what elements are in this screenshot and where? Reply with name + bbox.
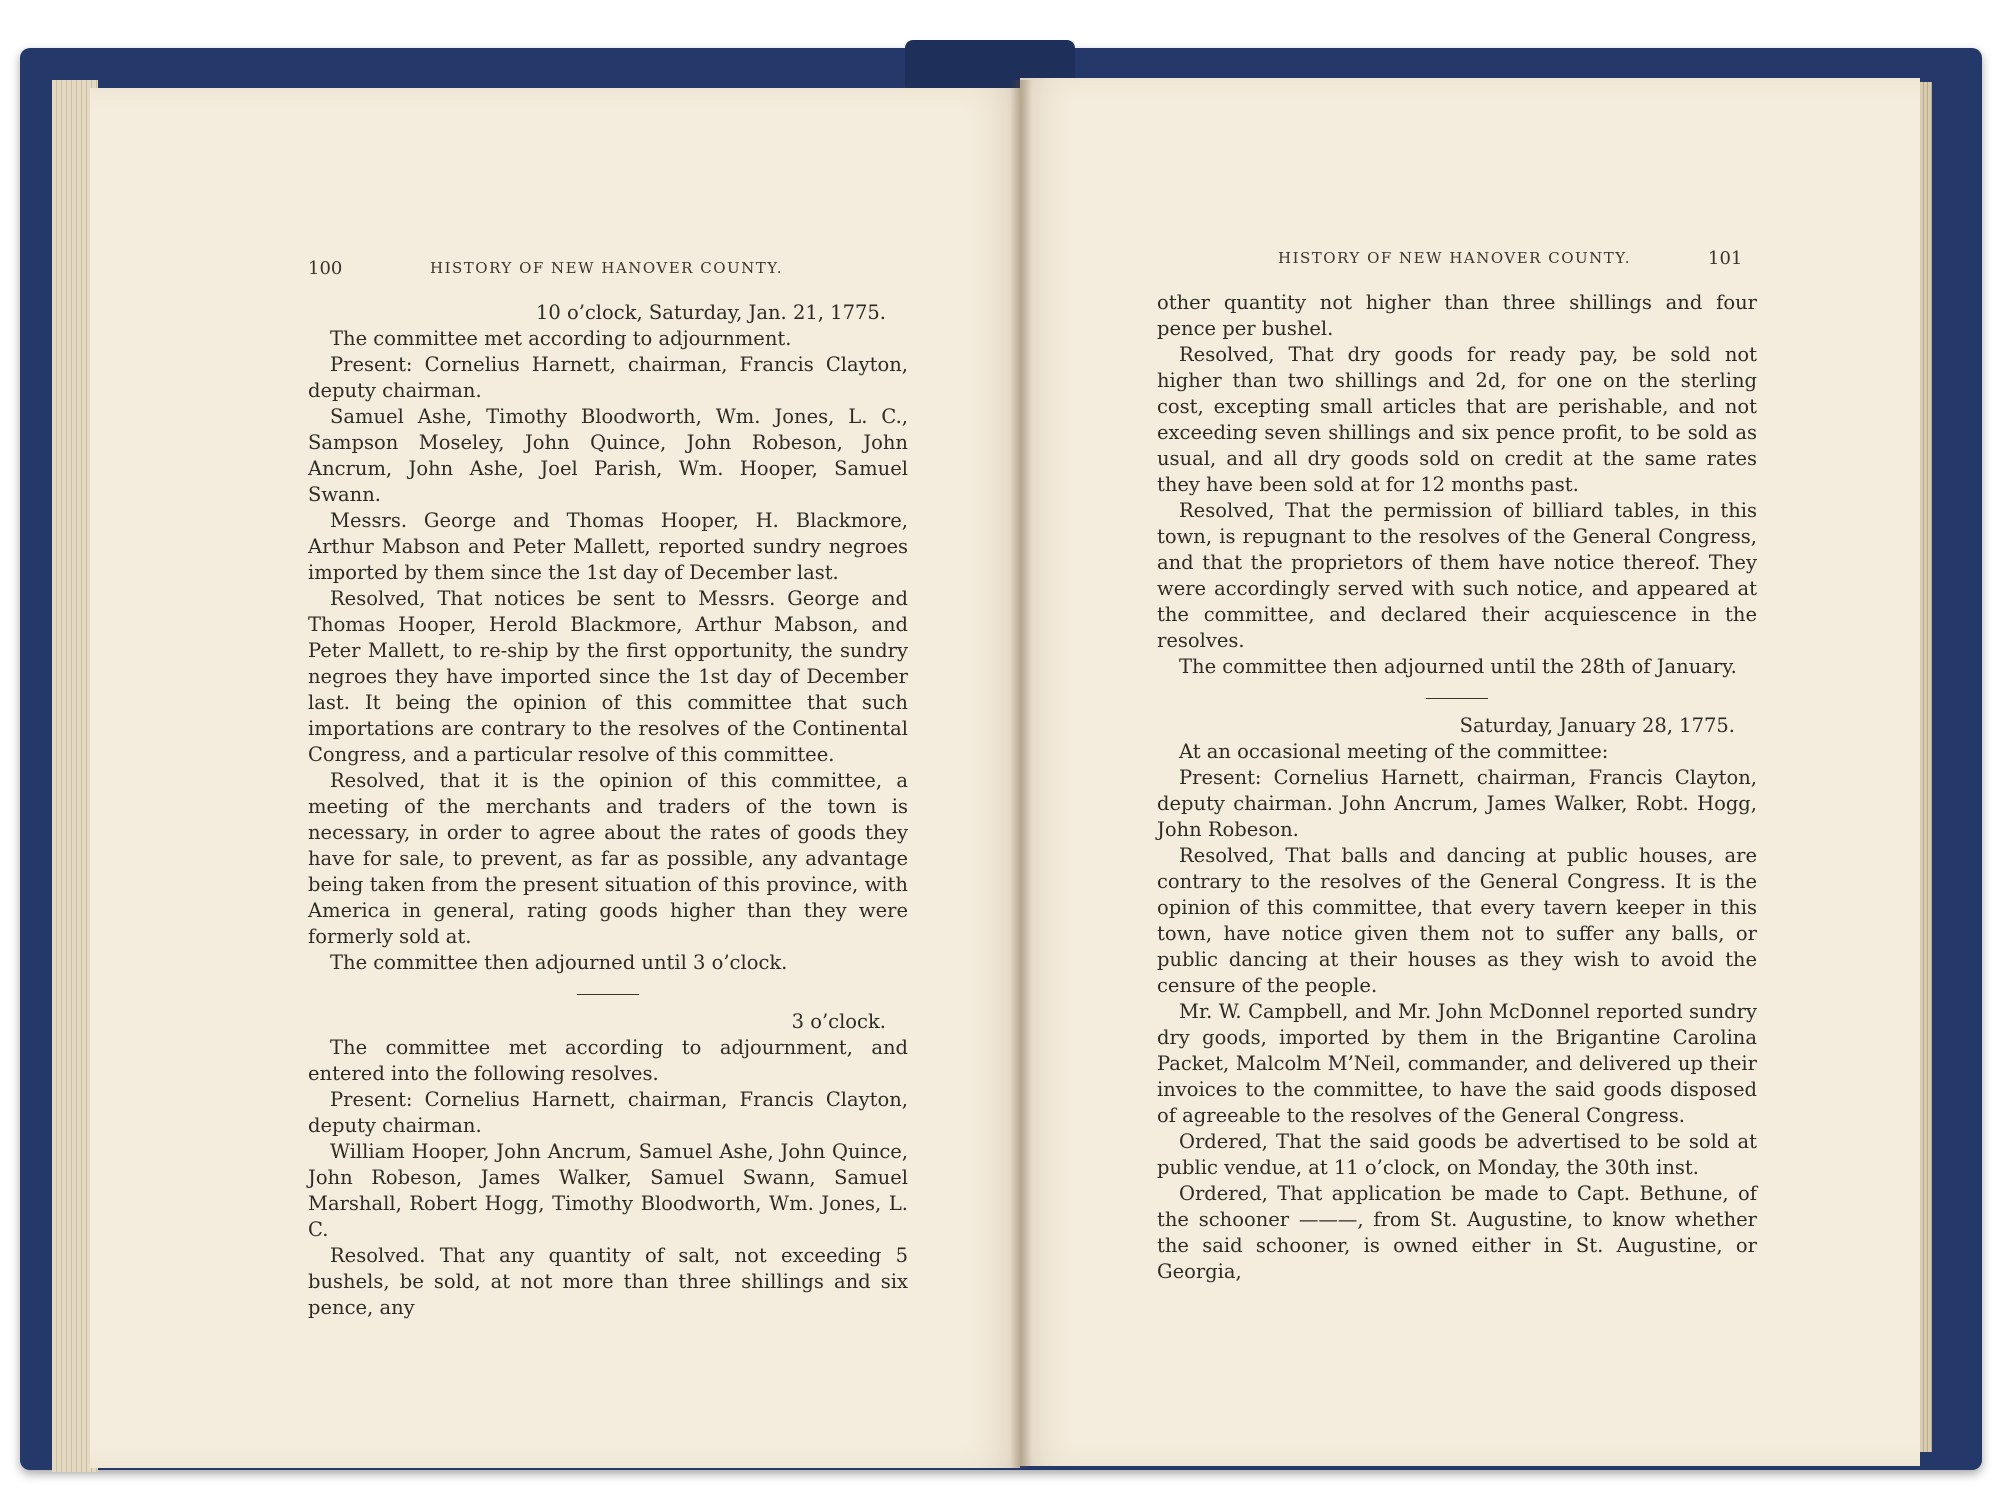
continuation-paragraph: other quantity not higher than three shillings and four pence per bushel. <box>1157 291 1757 340</box>
paragraph: Ordered, That the said goods be advertised to be sold at public vendue, at 11 o’clock, on Monday, the 30th inst. <box>1157 1130 1757 1179</box>
left-page <box>90 88 1020 1468</box>
paragraph: The committee then adjourned until the 28th of January. <box>1179 655 1737 678</box>
paragraph: William Hooper, John Ancrum, Samuel Ashe, John Quince, John Robeson, James Walker, Samuel Swann, Samuel Marshall, Robert Hogg, Timothy Bloodworth, Wm. Jones, L. C. <box>308 1140 908 1241</box>
paragraph: Resolved, That dry goods for ready pay, be sold not higher than two shillings and 2d, for one on the sterling cost, excepting small articles that are perishable, and not exceeding seven shillings and six pence profit, to be sold as usual, and all dry goods sold on credit at the same rates they have been sold at for 12 months past. <box>1157 343 1757 496</box>
paragraph: At an occasional meeting of the committee: <box>1179 740 1609 763</box>
section-heading: 10 o’clock, Saturday, Jan. 21, 1775. <box>535 301 886 324</box>
paragraph: Resolved, That balls and dancing at public houses, are contrary to the resolves of the General Congress. It is the opinion of this committee, that every tavern keeper in this town, have notice given them not to suffer any balls, or public dancing at their houses as they wish to avoid the censure of the people. <box>1157 844 1757 997</box>
left-text-column <box>308 300 908 1321</box>
section-heading: Saturday, January 28, 1775. <box>1459 714 1735 737</box>
paragraph: Resolved, That notices be sent to Messrs. George and Thomas Hooper, Herold Blackmore, Arthur Mabson, and Peter Mallett, to re-ship by the first opportunity, the sundry negroes they have imported since the 1st day of December last. It being the opinion of this committee that such importations are contrary to the resolves of the Continental Congress, and a particular resolve of this committee. <box>308 587 908 766</box>
paragraph: Resolved, That the permission of billiard tables, in this town, is repugnant to the resolves of the General Congress, and that the proprietors of them have notice thereof. They were accordingly served with such notice, and appeared at the committee, and declared their acquiescence in the resolves. <box>1157 499 1757 652</box>
section-divider <box>1426 698 1488 699</box>
right-page <box>1020 78 1920 1466</box>
paragraph: Present: Cornelius Harnett, chairman, Francis Clayton, deputy chairman. <box>308 1088 908 1137</box>
page-number: 101 <box>1708 248 1743 269</box>
paragraph: Ordered, That application be made to Capt. Bethune, of the schooner ———, from St. Augustine, to know whether the said schooner, is owned either in St. Augustine, or Georgia, <box>1157 1182 1757 1283</box>
paragraph: Samuel Ashe, Timothy Bloodworth, Wm. Jones, L. C., Sampson Moseley, John Quince, John Robeson, John Ancrum, John Ashe, Joel Parish, Wm. Hooper, Samuel Swann. <box>308 405 908 506</box>
section-heading: 3 o’clock. <box>791 1010 886 1033</box>
paragraph: Messrs. George and Thomas Hooper, H. Blackmore, Arthur Mabson and Peter Mallett, reported sundry negroes imported by them since the 1st day of December last. <box>308 509 908 584</box>
page-number: 100 <box>308 258 343 279</box>
paragraph: Present: Cornelius Harnett, chairman, Francis Clayton, deputy chairman. <box>308 353 908 402</box>
running-head: HISTORY OF NEW HANOVER COUNTY. <box>430 259 784 277</box>
paragraph: Resolved. That any quantity of salt, not exceeding 5 bushels, be sold, at not more than three shillings and six pence, any <box>308 1244 908 1319</box>
running-head: HISTORY OF NEW HANOVER COUNTY. <box>1278 249 1632 267</box>
section-divider <box>577 994 639 995</box>
paragraph: The committee then adjourned until 3 o’clock. <box>330 951 788 974</box>
paragraph: The committee met according to adjournment. <box>330 327 792 350</box>
book-gutter <box>1010 80 1032 1468</box>
paragraph: The committee met according to adjournment, and entered into the following resolves. <box>308 1036 908 1085</box>
right-text-column <box>1157 290 1757 1285</box>
paragraph: Resolved, that it is the opinion of this committee, a meeting of the merchants and traders of the town is necessary, in order to agree about the rates of goods they have for sale, to prevent, as far as possible, any advantage being taken from the present situation of this province, with America in general, rating goods higher than they were formerly sold at. <box>308 769 908 948</box>
paragraph: Mr. W. Campbell, and Mr. John McDonnel reported sundry dry goods, imported by them in the Brigantine Carolina Packet, Malcolm M’Neil, commander, and delivered up their invoices to the committee, to have the said goods disposed of agreeable to the resolves of the General Congress. <box>1157 1000 1757 1127</box>
paragraph: Present: Cornelius Harnett, chairman, Francis Clayton, deputy chairman. John Ancrum, James Walker, Robt. Hogg, John Robeson. <box>1157 766 1757 841</box>
